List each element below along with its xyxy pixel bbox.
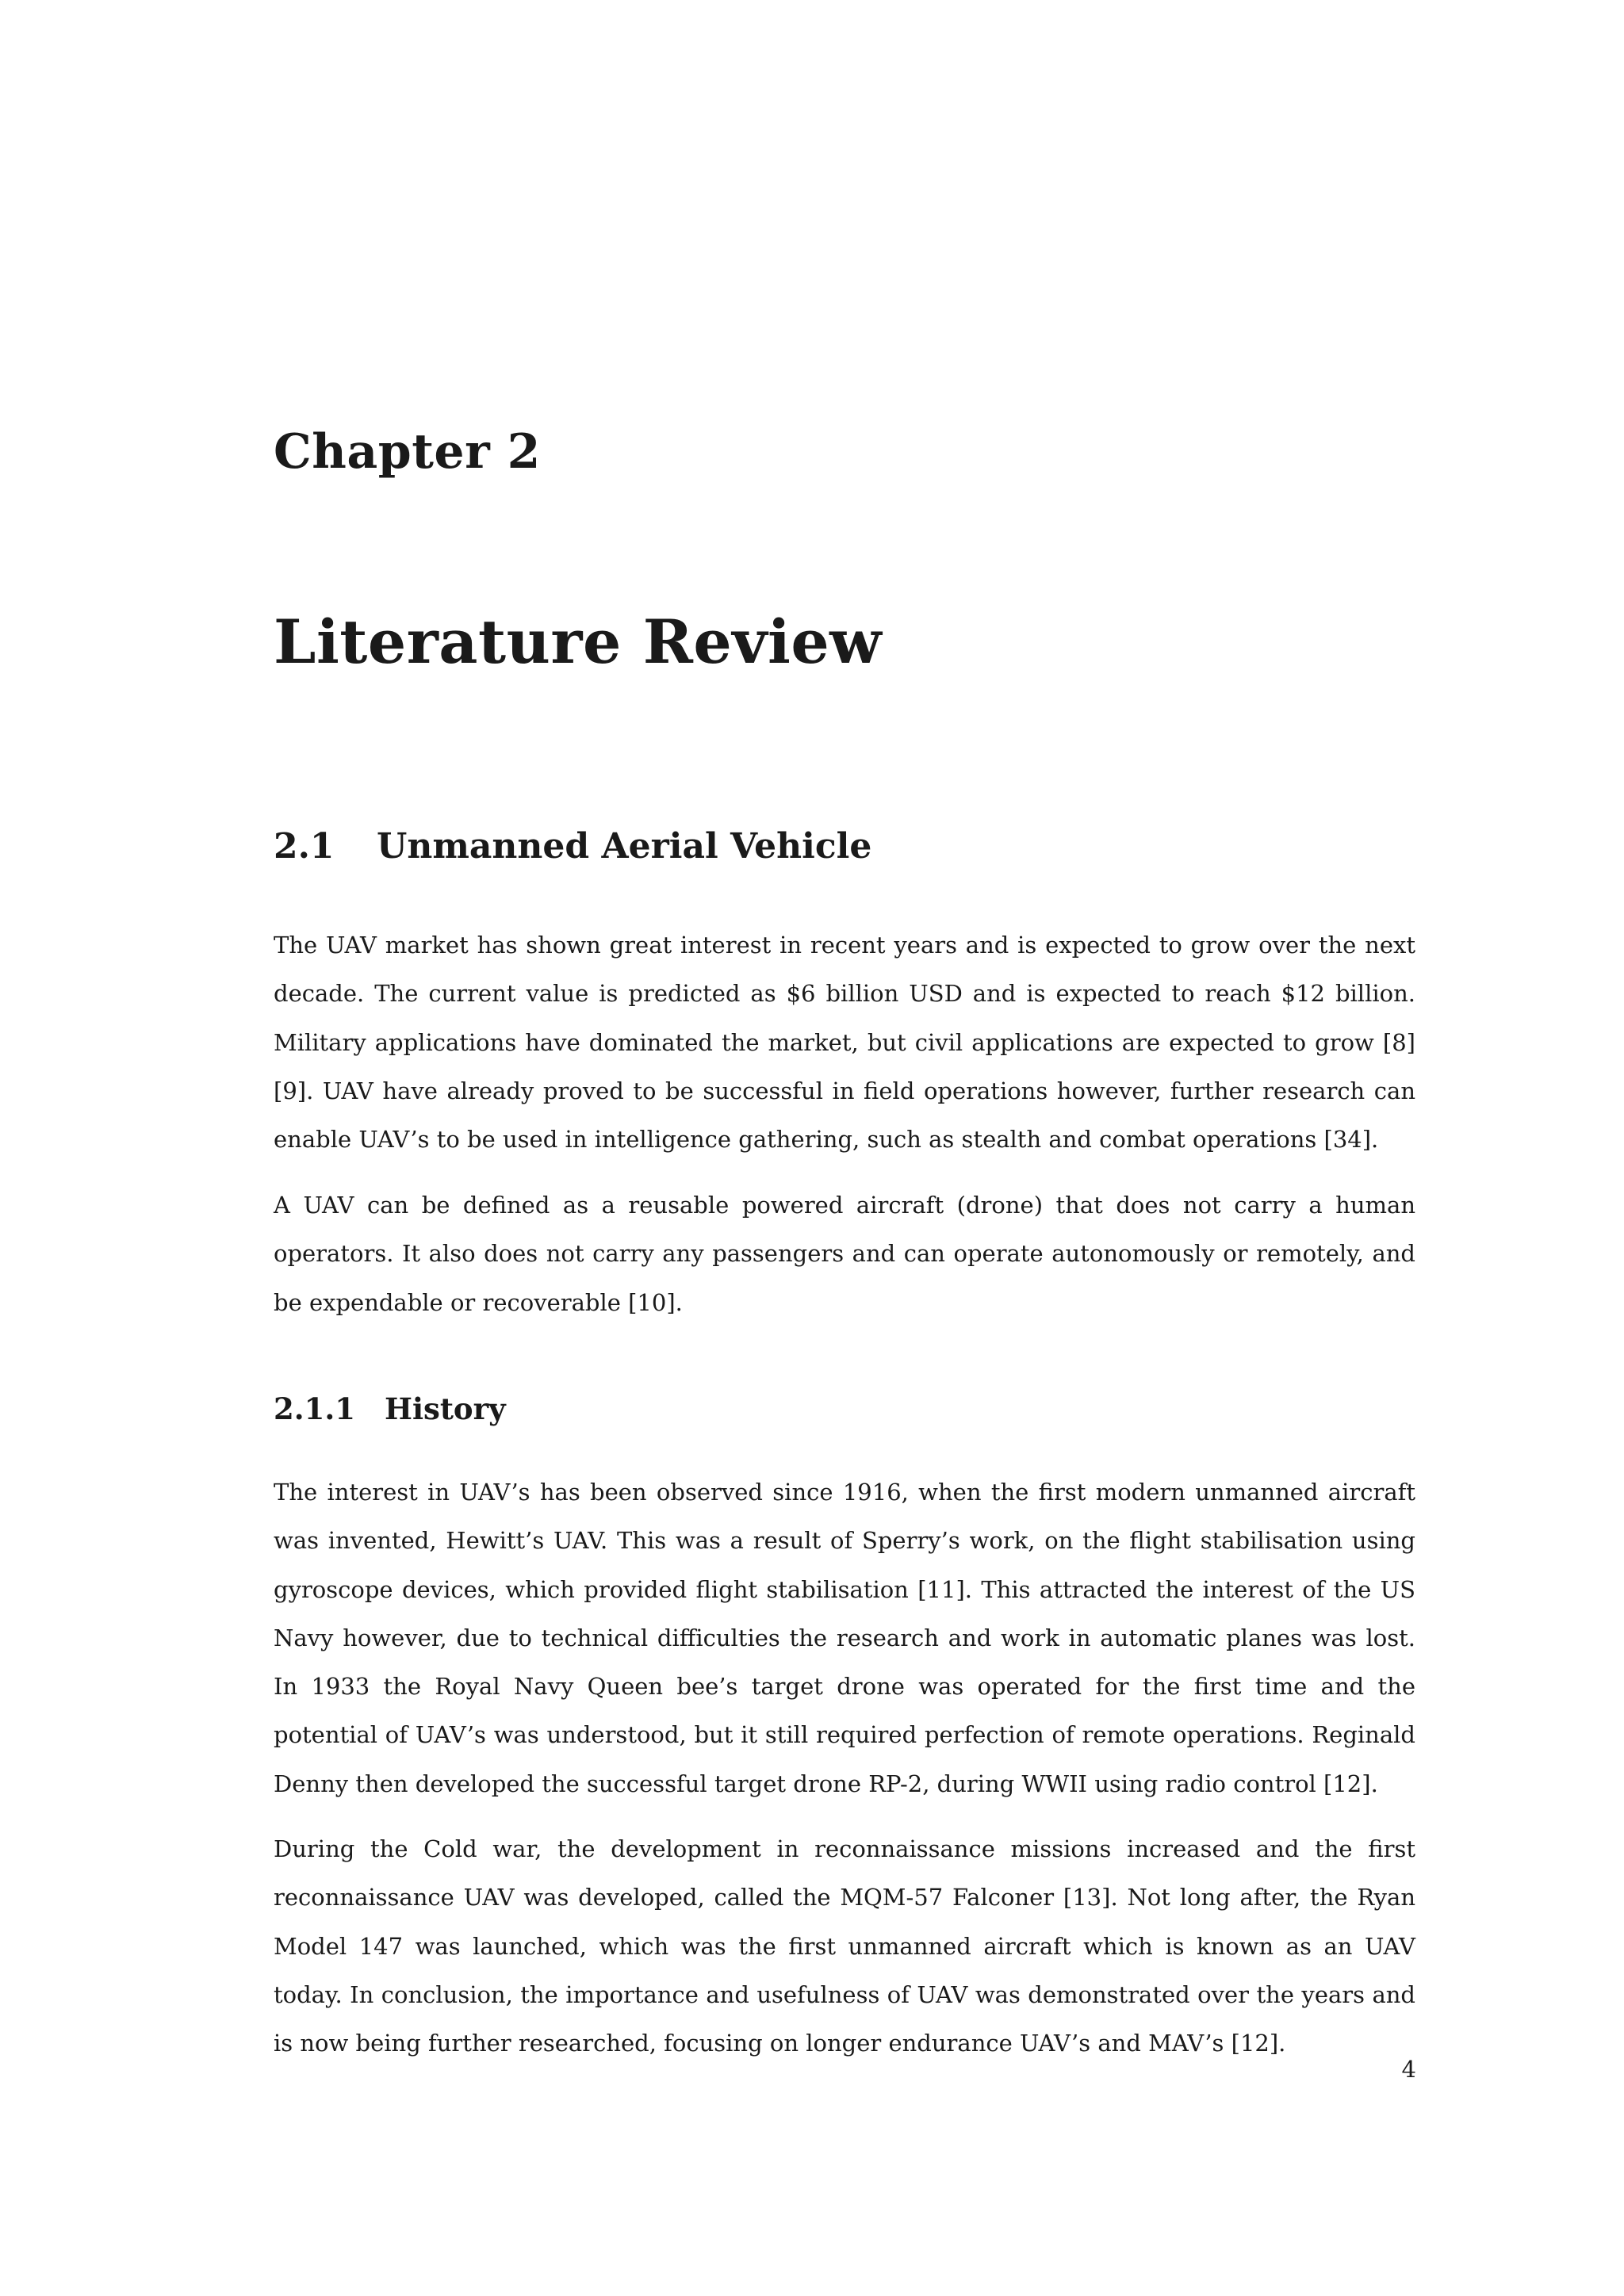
section-heading (274, 825, 871, 869)
subsection-heading (274, 1389, 506, 1429)
chapter-title: Literature Review (274, 607, 883, 677)
body-paragraph: A UAV can be defined as a reusable powered aircraft (drone) that does not carry a human operators. It also does not carry any passengers and can operate autonomously or remotely, and be expendable or recoverable [10]. (274, 1192, 1415, 1316)
section-number: 2.1 (274, 826, 335, 867)
page-number: 4 (1401, 2056, 1416, 2083)
subsection-number: 2.1.1 (274, 1391, 355, 1426)
body-paragraph: The UAV market has shown great interest in recent years and is expected to grow over the next decade. The current value is predicted as $6 billion USD and is expected to reach $12 billion. Military applications have dominated the market, but civil applications are expected to grow [8][9]. UAV have already proved to be successful in field operations however, further research can enable UAV’s to be used in intelligence gathering, such as stealth and combat operations [34]. (274, 932, 1415, 1154)
body-paragraph: The interest in UAV’s has been observed since 1916, when the first modern unmanned aircraft was invented, Hewitt’s UAV. This was a result of Sperry’s work, on the flight stabilisation using gyroscope devices, which provided flight stabilisation [11]. This attracted the interest of the US Navy however, due to technical difficulties the research and work in automatic planes was lost. In 1933 the Royal Navy Queen bee’s target drone was operated for the first time and the potential of UAV’s was understood, but it still required perfection of remote operations. Reginald Denny then developed the successful target drone RP-2, during WWII using radio control [12]. (274, 1479, 1415, 1797)
body-paragraph: During the Cold war, the development in reconnaissance missions increased and the first reconnaissance UAV was developed, called the MQM-57 Falconer [13]. Not long after, the Ryan Model 147 was launched, which was the first unmanned aircraft which is known as an UAV today. In conclusion, the importance and usefulness of UAV was demonstrated over the years and is now being further researched, focusing on longer endurance UAV’s and MAV’s [12]. (274, 1835, 1415, 2057)
chapter-label: Chapter 2 (274, 424, 541, 480)
section-title: Unmanned Aerial Vehicle (377, 826, 872, 867)
subsection-title: History (385, 1391, 506, 1426)
